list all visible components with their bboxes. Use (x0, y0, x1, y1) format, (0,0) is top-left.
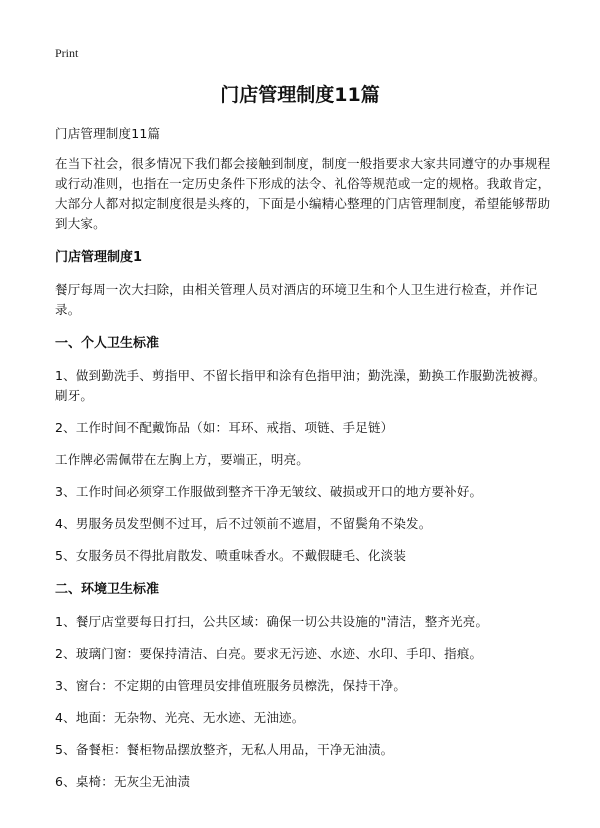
environment-item: 3、窗台：不定期的由管理员安排值班服务员檫洗，保持干净。 (55, 678, 407, 693)
environment-item: 1、餐厅店堂要每日打扫，公共区域：确保一切公共设施的"清洁，整齐光亮。 (55, 614, 489, 629)
personal-item: 5、女服务员不得批肩散发、喷重味香水。不戴假睫毛、化淡装 (55, 548, 407, 563)
environment-item: 5、备餐柜：餐柜物品摆放整齐，无私人用品，干净无油渍。 (55, 742, 394, 757)
personal-item: 3、工作时间必须穿工作服做到整齐干净无皱纹、破损或开口的地方要补好。 (55, 484, 483, 499)
personal-item: 4、男服务员发型侧不过耳，后不过领前不遮眉，不留鬓角不染发。 (55, 516, 432, 531)
personal-item: 1、做到勤洗手、剪指甲、不留长指甲和涂有色指甲油；勤洗澡，勤换工作服勤洗被褥。刷牙。 (55, 368, 546, 403)
section1-intro: 餐厅每周一次大扫除，由相关管理人员对酒店的环境卫生和个人卫生进行检查，并作记录。 (55, 282, 538, 317)
document-body (55, 124, 555, 792)
document-subtitle: 门店管理制度11篇 (55, 126, 161, 141)
personal-hygiene-heading: 一、个人卫生标准 (55, 336, 160, 351)
intro-paragraph: 在当下社会，很多情况下我们都会接触到制度，制度一般指要求大家共同遵守的办事规程或行动准则，也指在一定历史条件下形成的法令、礼俗等规范或一定的规格。我敢肯定，大部分人都对拟定制度很是头疼的，下面是小编精心整理的门店管理制度，希望能够帮助到大家。 (55, 156, 551, 231)
personal-item: 工作牌必需佩带在左胸上方，要端正，明亮。 (55, 452, 310, 467)
environment-item: 4、地面：无杂物、光亮、无水迹、无油迹。 (55, 710, 305, 725)
environment-item: 6、桌椅：无灰尘无油渍 (55, 774, 191, 789)
environment-item: 2、玻璃门窗：要保持清洁、白亮。要求无污迹、水迹、水印、手印、指痕。 (55, 646, 483, 661)
section1-heading: 门店管理制度1 (55, 250, 143, 265)
print-label: Print (55, 46, 79, 60)
personal-item: 2、工作时间不配戴饰品（如：耳环、戒指、项链、手足链） (55, 420, 394, 435)
page-title: 门店管理制度11篇 (220, 84, 380, 106)
environment-hygiene-heading: 二、环境卫生标准 (55, 582, 160, 597)
